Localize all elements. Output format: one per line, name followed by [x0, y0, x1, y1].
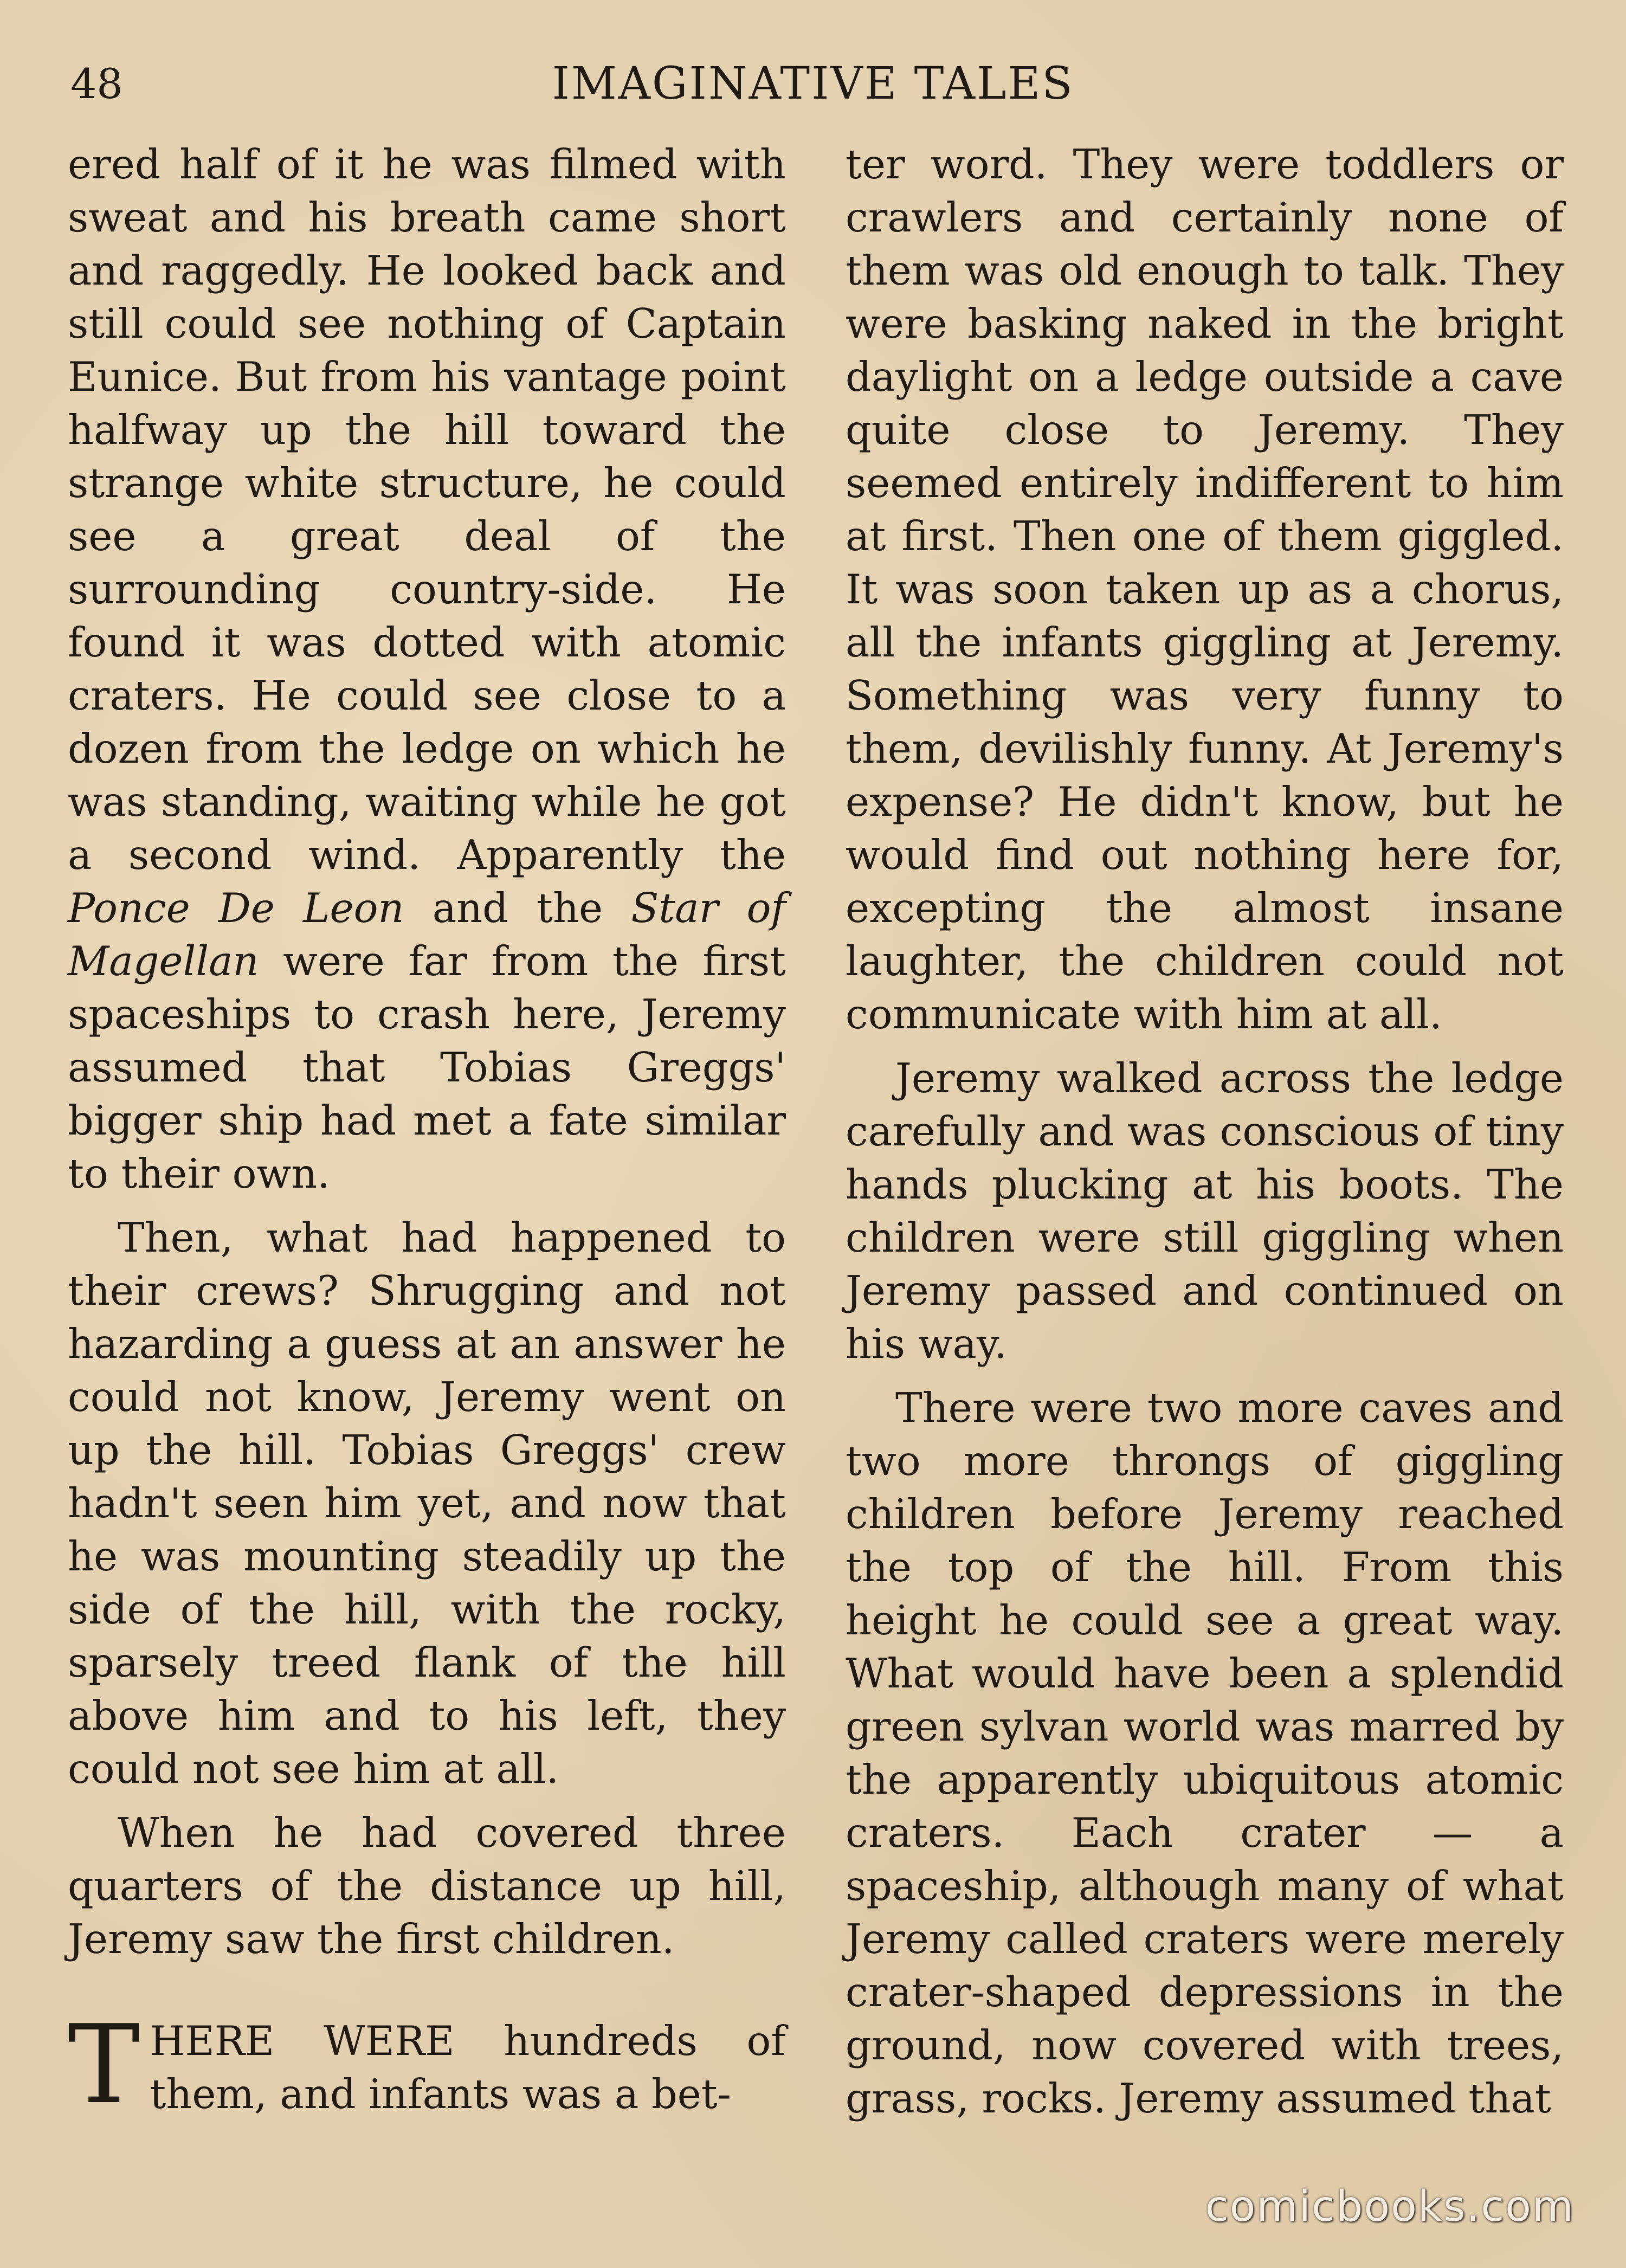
paragraph: Jeremy walked across the ledge carefully and was conscious of tiny hands plucking at his boots. The children were still giggling when Jeremy passed and continued on his way.: [846, 1055, 1564, 1368]
left-column: [68, 138, 786, 2132]
paragraph-text: hundreds of them, and infants was a bet-: [150, 2018, 786, 2118]
ship-name: Star of Magellan: [68, 885, 786, 985]
page-number: 48: [70, 60, 123, 108]
small-caps-lead: HERE WERE: [150, 2018, 455, 2065]
paragraph-text: and the: [404, 885, 631, 932]
paragraph-text: ered half of it he was filmed with sweat and his breath came short and raggedly. He looked back and still could see nothing of Captain Eunice. But from his vantage point halfway up the hill toward the strange white structure, he could see a great deal of the surrounding country-side. He found it was dotted with atomic craters. He could see close to a dozen from the ledge on which he was standing, waiting while he got a second wind. Apparently the: [68, 141, 786, 879]
paragraph: There were two more caves and two more throngs of giggling children before Jeremy reached the top of the hill. From this height he could see a great way. What would have been a splendid green sylvan world was marred by the apparently ubiquitous atomic craters. Each crater — a spaceship, although many of what Jeremy called craters were merely crater-shaped depressions in the ground, now covered with trees, grass, rocks. Jeremy assumed that: [846, 1384, 1564, 2122]
paragraph: Then, what had happened to their crews? Shrugging and not hazarding a guess at an answer he could not know, Jeremy went on up the hill. Tobias Greggs' crew hadn't seen him yet, and now that he was mounting steadily up the side of the hill, with the rocky, sparsely treed flank of the hill above him and to his left, they could not see him at all.: [68, 1214, 786, 1793]
ship-name: Ponce De Leon: [68, 885, 404, 932]
paragraph: [68, 138, 786, 1201]
site-watermark: comicbooks.com: [1205, 2182, 1575, 2231]
right-column: [846, 138, 1564, 2136]
drop-cap: T: [68, 2002, 140, 2128]
paragraph: [68, 2002, 786, 2128]
paragraph: ter word. They were toddlers or crawlers and certainly none of them was old enough to talk. They were basking naked in the bright daylight on a ledge outside a cave quite close to Jeremy. They seemed entirely indifferent to him at first. Then one of them giggled. It was soon taken up as a chorus, all the infants giggling at Jeremy. Something was very funny to them, devilishly funny. At Jeremy's expense? He didn't know, but he would find out nothing here for, excepting the almost insane laughter, the children could not communicate with him at all.: [846, 141, 1564, 1038]
paragraph: When he had covered three quarters of the distance up hill, Jeremy saw the first children.: [68, 1809, 786, 1963]
page-header: [70, 54, 1556, 114]
running-title: IMAGINATIVE TALES: [552, 58, 1074, 109]
paragraph-text: were far from the first spaceships to crash here, Jeremy assumed that Tobias Greggs' bigger ship had met a fate similar to their own.: [68, 938, 786, 1197]
